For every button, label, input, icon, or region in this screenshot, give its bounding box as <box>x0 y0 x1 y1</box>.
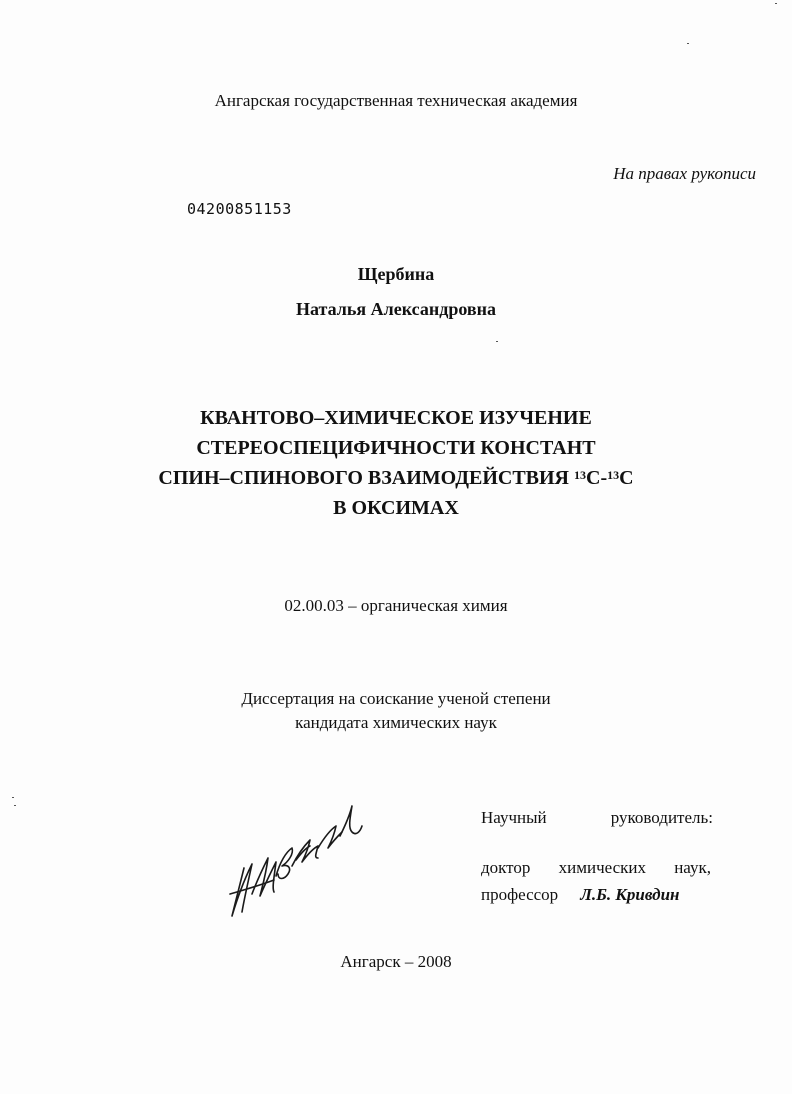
supervisor-name: Л.Б. Кривдин <box>580 885 680 904</box>
supervisor-degree <box>481 858 711 878</box>
author-surname: Щербина <box>357 264 435 284</box>
supervisor-degree-word-2: химических <box>558 858 646 877</box>
title-line-4: В ОКСИМАХ <box>333 497 459 519</box>
city-and-year: Ангарск – 2008 <box>340 952 452 971</box>
supervisor-label-word-1: Научный <box>481 808 547 827</box>
author-given-names: Наталья Александровна <box>296 299 496 319</box>
supervisor-degree-word-1: доктор <box>481 858 531 877</box>
scan-speck <box>775 3 777 4</box>
title-line-3-text: СПИН–СПИНОВОГО ВЗАИМОДЕЙСТВИЯ <box>158 467 574 489</box>
supervisor-position: профессор <box>481 885 559 904</box>
catalog-number: 04200851153 <box>187 200 292 218</box>
manuscript-rights-note: На правах рукописи <box>613 164 756 183</box>
supervisor-label-word-2: руководитель: <box>610 808 713 827</box>
supervisor-position-line <box>481 885 679 905</box>
degree-line-2: кандидата химических наук <box>295 713 497 732</box>
dissertation-title <box>0 403 792 523</box>
title-line-2: СТЕРЕОСПЕЦИФИЧНОСТИ КОНСТАНТ <box>196 437 596 459</box>
specialty-code: 02.00.03 – органическая химия <box>284 596 508 615</box>
scan-speck <box>14 805 16 806</box>
element-symbol-2: С <box>619 467 634 489</box>
element-symbol-1: С- <box>586 467 608 489</box>
scan-speck <box>496 341 498 342</box>
scan-speck <box>12 797 14 798</box>
title-line-3 <box>0 463 792 493</box>
scan-speck <box>687 43 689 44</box>
isotope-mass-2: 13 <box>607 468 620 482</box>
isotope-mass-1: 13 <box>574 468 586 482</box>
degree-statement <box>0 687 792 735</box>
degree-line-1: Диссертация на соискание ученой степени <box>241 689 551 708</box>
title-line-1: КВАНТОВО–ХИМИЧЕСКОЕ ИЗУЧЕНИЕ <box>200 407 592 429</box>
author-signature <box>222 796 372 926</box>
institution-name: Ангарская государственная техническая академия <box>214 91 578 110</box>
supervisor-degree-word-3: наук, <box>674 858 711 877</box>
supervisor-label <box>481 808 713 828</box>
